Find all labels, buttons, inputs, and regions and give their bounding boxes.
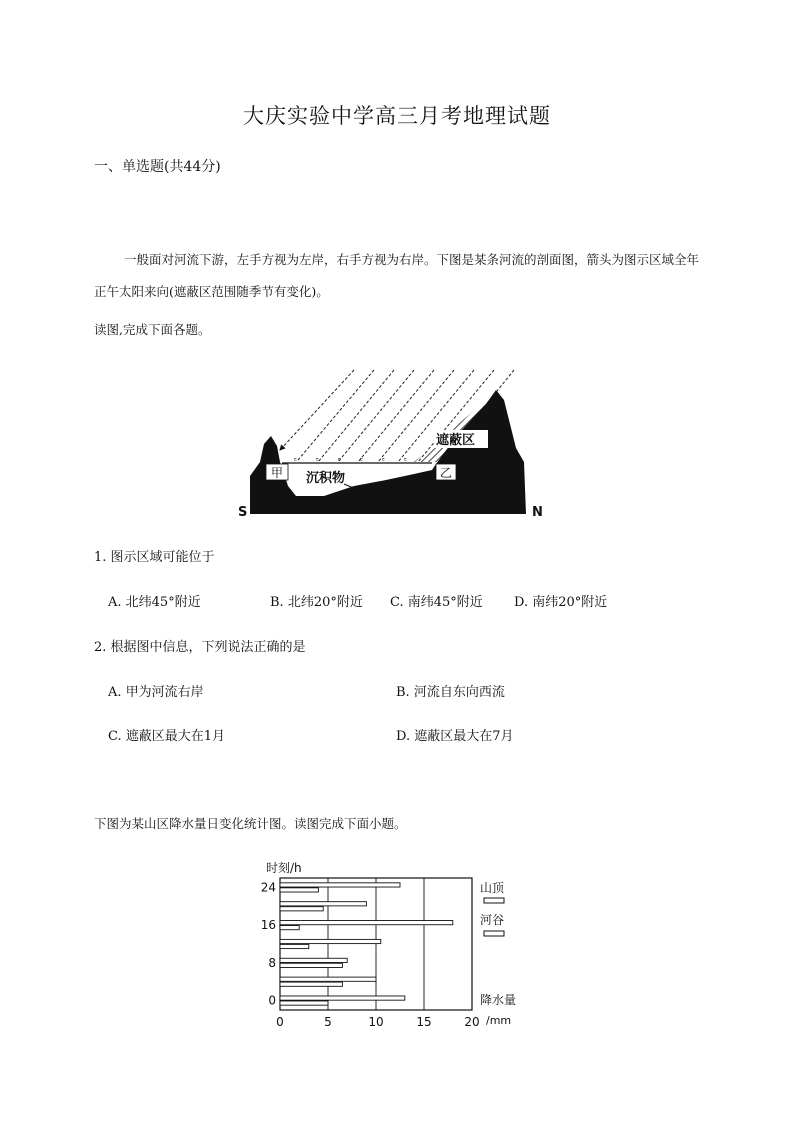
q2-option-a: A. 甲为河流右岸 bbox=[108, 685, 204, 700]
legend-valley: 河谷 bbox=[480, 913, 505, 927]
precipitation-chart bbox=[252, 854, 552, 1034]
x-axis-unit: /mm bbox=[486, 1014, 512, 1027]
section-heading: 一、单选题(共44分) bbox=[94, 159, 221, 175]
label-shade-zone: 遮蔽区 bbox=[436, 433, 476, 448]
q2-option-d: D. 遮蔽区最大在7月 bbox=[396, 729, 514, 744]
legend-mountain-top: 山顶 bbox=[480, 881, 505, 895]
page-title: 大庆实验中学高三月考地理试题 bbox=[243, 104, 551, 128]
q1-option-d: D. 南纬20°附近 bbox=[514, 595, 608, 610]
bar-mountain-top bbox=[280, 902, 366, 906]
svg-text:ᴱ: ᴱ bbox=[360, 457, 363, 465]
bar-valley bbox=[280, 888, 318, 892]
y-tick-label: 0 bbox=[268, 993, 276, 1008]
intro-paragraph: 一般面对河流下游，左手方视为左岸，右手方视为右岸。下图是某条河流的剖面图，箭头为图示区域全年正午太阳来向(遮蔽区范围随季节有变化)。 bbox=[94, 252, 700, 299]
svg-text:ᴱ: ᴱ bbox=[382, 457, 385, 465]
flow-marks bbox=[294, 457, 407, 465]
bar-valley bbox=[280, 982, 342, 986]
y-tick-label: 24 bbox=[260, 880, 276, 895]
bar-mountain-top bbox=[280, 996, 405, 1000]
bar-valley bbox=[280, 907, 323, 911]
svg-text:ᴱ: ᴱ bbox=[294, 457, 297, 465]
q1-option-b: B. 北纬20°附近 bbox=[270, 595, 363, 610]
svg-text:ᴱ: ᴱ bbox=[404, 457, 407, 465]
read-instruction: 读图,完成下面各题。 bbox=[94, 322, 211, 337]
x-tick-label: 10 bbox=[368, 1015, 384, 1029]
svg-text:ᴱ: ᴱ bbox=[316, 457, 319, 465]
label-north: N bbox=[532, 505, 543, 520]
q1-option-c: C. 南纬45°附近 bbox=[390, 595, 483, 610]
bar-valley bbox=[280, 1001, 328, 1005]
y-tick-label: 16 bbox=[260, 918, 276, 933]
bar-valley bbox=[280, 963, 342, 967]
bar-valley bbox=[280, 944, 309, 948]
chart-intro: 下图为某山区降水量日变化统计图。读图完成下面小题。 bbox=[94, 816, 407, 831]
bar-mountain-top bbox=[280, 883, 400, 887]
label-yi: 乙 bbox=[440, 466, 453, 480]
q2-option-b: B. 河流自东向西流 bbox=[396, 685, 505, 700]
bar-mountain-top bbox=[280, 921, 453, 925]
bar-mountain-top bbox=[280, 958, 347, 962]
bar-valley bbox=[280, 926, 299, 930]
question-1-stem: 1. 图示区域可能位于 bbox=[94, 550, 215, 565]
x-axis-label: 降水量 bbox=[480, 993, 517, 1007]
legend-swatch-mountain-top bbox=[484, 898, 504, 903]
bar-mountain-top bbox=[280, 939, 381, 943]
bar-mountain-top bbox=[280, 977, 376, 981]
label-south: S bbox=[238, 505, 248, 520]
x-tick-label: 0 bbox=[276, 1015, 284, 1029]
legend-swatch-valley bbox=[484, 931, 504, 936]
q2-option-c: C. 遮蔽区最大在1月 bbox=[108, 729, 226, 744]
x-tick-label: 5 bbox=[324, 1015, 332, 1029]
label-jia: 甲 bbox=[271, 466, 284, 480]
y-axis-label: 时刻/h bbox=[266, 861, 302, 875]
x-tick-label: 15 bbox=[416, 1015, 432, 1029]
bar-group bbox=[280, 883, 453, 1005]
river-profile-figure bbox=[236, 364, 556, 524]
x-tick-label: 20 bbox=[464, 1015, 480, 1029]
question-2-stem: 2. 根据图中信息，下列说法正确的是 bbox=[94, 640, 306, 655]
terrain-profile bbox=[250, 390, 526, 514]
svg-text:ᴱ: ᴱ bbox=[338, 457, 341, 465]
q1-option-a: A. 北纬45°附近 bbox=[108, 595, 201, 610]
label-sediment: 沉积物 bbox=[306, 471, 346, 486]
y-tick-label: 8 bbox=[268, 955, 276, 970]
